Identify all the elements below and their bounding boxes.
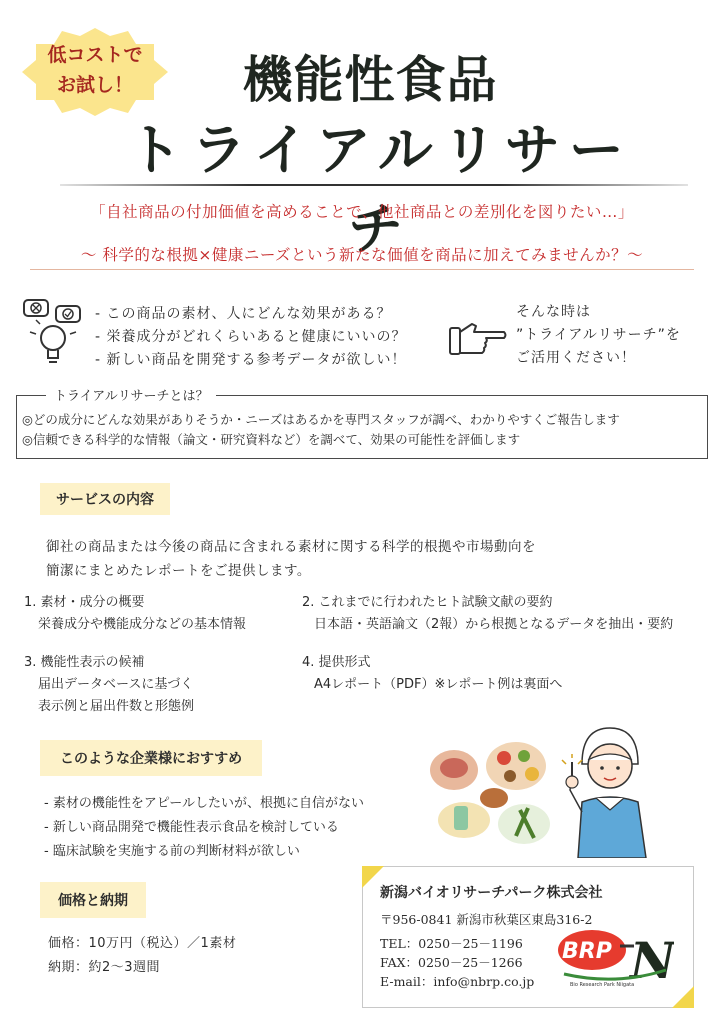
service-item-desc: 日本語・英語論文（2報）から根拠となるデータを抽出・要約 — [314, 617, 674, 632]
service-item-desc: 表示例と届出件数と形態例 — [38, 699, 195, 714]
company-email: E-mail：info@nbrp.co.jp — [380, 974, 535, 989]
recommend-header: このような企業様におすすめ — [40, 740, 262, 776]
service-intro-1: 御社の商品または今後の商品に含まれる素材に関する科学的根拠や市場動向を — [46, 539, 536, 555]
company-tel: TEL：0250－25－1196 — [380, 936, 523, 951]
price-line: 価格：10万円（税込）／1素材 — [48, 936, 237, 951]
solution-line1: そんな時は — [516, 304, 591, 320]
subline: ～ 科学的な根拠×健康ニーズという新たな価値を商品に加えてみませんか？～ — [80, 246, 644, 264]
lightbulb-icon — [22, 298, 88, 368]
about-line-1: ◎どの成分にどんな効果がありそうか・ニーズはあるかを専門スタッフが調べ、わかりやすくご報告します — [22, 412, 620, 427]
promo-badge — [20, 26, 170, 118]
badge-line2: お試し！ — [56, 74, 133, 96]
service-header: サービスの内容 — [40, 483, 170, 515]
about-title: トライアルリサーチとは？ — [46, 385, 216, 404]
price-header: 価格と納期 — [40, 882, 146, 918]
svg-text:BRP: BRP — [562, 939, 612, 964]
company-fax: FAX：0250－25－1266 — [380, 955, 523, 970]
service-item-desc: 届出データベースに基づく — [38, 677, 194, 692]
staff-illustration — [560, 722, 650, 858]
pointing-hand-icon — [448, 318, 508, 358]
service-item-desc: 栄養成分や機能成分などの基本情報 — [38, 617, 247, 632]
service-item-title: 3. 機能性表示の候補 — [24, 655, 145, 670]
solution-line3: ご活用ください！ — [516, 350, 636, 366]
svg-text:Bio Research Park Niigata: Bio Research Park Niigata — [570, 982, 635, 988]
service-intro-2: 簡潔にまとめたレポートをご提供します。 — [46, 563, 311, 579]
service-item-title: 2. これまでに行われたヒト試験文献の要約 — [302, 595, 553, 610]
service-item-title: 1. 素材・成分の概要 — [24, 595, 145, 610]
delivery-line: 納期：約2～3週間 — [48, 960, 161, 975]
title-rule — [60, 184, 688, 186]
badge-line1: 低コストで — [47, 44, 143, 66]
food-illustration — [424, 730, 564, 850]
concern-1: - この商品の素材、人にどんな効果がある？ — [95, 306, 392, 322]
company-name: 新潟バイオリサーチパーク株式会社 — [380, 885, 603, 901]
subline-rule — [30, 269, 694, 270]
recommend-item-1: - 素材の機能性をアピールしたいが、根拠に自信がない — [44, 796, 365, 811]
concern-3: - 新しい商品を開発する参考データが欲しい！ — [95, 352, 407, 368]
company-address: 〒956-0841 新潟市秋葉区東島316-2 — [380, 912, 593, 927]
recommend-item-2: - 新しい商品開発で機能性表示食品を検討している — [44, 820, 339, 835]
concern-2: - 栄養成分がどれくらいあると健康にいいの？ — [95, 329, 407, 345]
recommend-item-3: - 臨床試験を実施する前の判断材料が欲しい — [44, 844, 300, 859]
service-item-desc: A4レポート（PDF）※レポート例は裏面へ — [314, 677, 563, 692]
main-title-line1: 機能性食品 — [242, 50, 498, 109]
service-item-1 — [24, 592, 246, 636]
brp-n-logo — [556, 924, 674, 990]
service-item-4 — [302, 652, 562, 696]
about-line-2: ◎信頼できる科学的な情報（論文・研究資料など）を調べて、効果の可能性を評価します — [22, 432, 521, 447]
svg-text:N: N — [630, 931, 674, 990]
main-title-line2: トライアルリサーチ — [127, 117, 633, 261]
service-item-title: 4. 提供形式 — [302, 655, 371, 670]
service-item-2 — [302, 592, 673, 636]
service-item-3 — [24, 652, 194, 718]
tagline: 「自社商品の付加価値を高めることで、他社商品との差別化を図りたい…」 — [90, 203, 634, 221]
solution-line2: ”トライアルリサーチ”を — [516, 327, 681, 343]
